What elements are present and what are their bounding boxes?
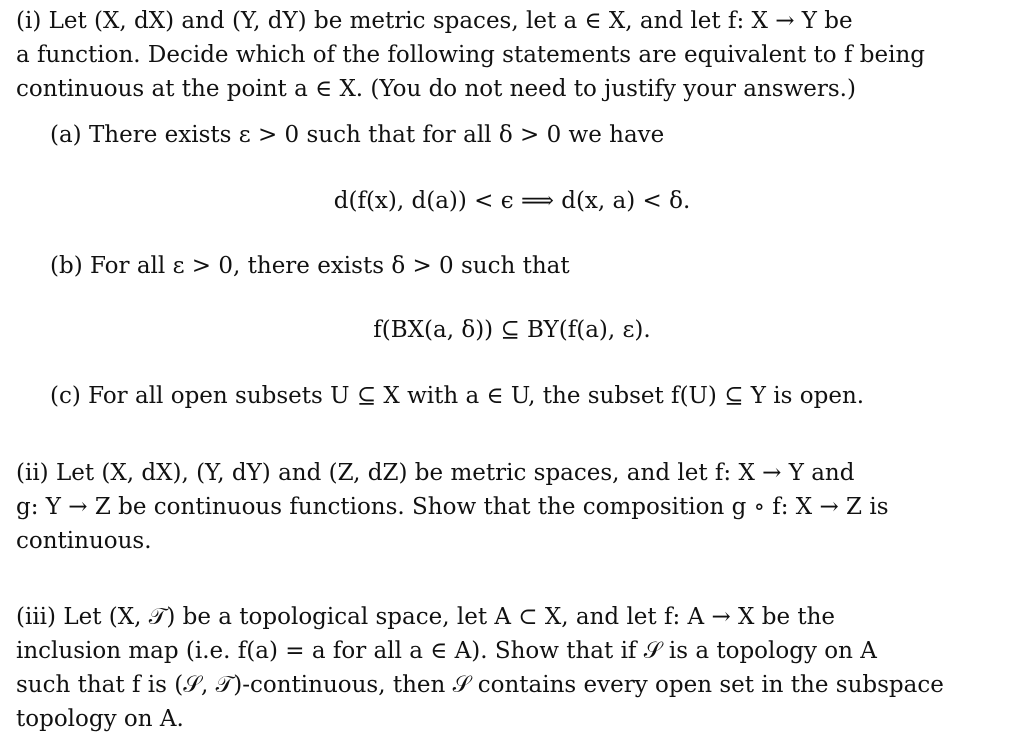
statement-c: (c) For all open subsets U ⊆ X with a ∈ U, the subset f(U) ⊆ Y is open. — [50, 383, 865, 409]
problem-ii-line-3: continuous. — [16, 528, 152, 554]
problem-ii — [16, 456, 986, 558]
statement-a: (a) There exists ε > 0 such that for all δ > 0 we have — [50, 122, 665, 148]
problem-i-line-1: (i) Let (X, dX) and (Y, dY) be metric spaces, let a ∈ X, and let f: X → Y be — [16, 8, 853, 34]
problem-ii-line-2: g: Y → Z be continuous functions. Show that the composition g ∘ f: X → Z is — [16, 494, 889, 520]
problem-i-line-3: continuous at the point a ∈ X. (You do not need to justify your answers.) — [16, 76, 856, 102]
problem-iii-line-2: inclusion map (i.e. f(a) = a for all a ∈ A). Show that if 𝒮 is a topology on A — [16, 638, 877, 664]
statement-a-formula: d(f(x), d(a)) < ϵ ⟹ d(x, a) < δ. — [333, 188, 691, 214]
problem-iii-line-1: (iii) Let (X, 𝒯) be a topological space, let A ⊂ X, and let f: A → X be the — [16, 604, 836, 630]
problem-iii — [16, 600, 986, 736]
statement-b-formula: f(BX(a, δ)) ⊆ BY(f(a), ε). — [373, 317, 651, 343]
problem-ii-line-1: (ii) Let (X, dX), (Y, dY) and (Z, dZ) be metric spaces, and let f: X → Y and — [16, 460, 855, 486]
problem-iii-line-4: topology on A. — [16, 706, 184, 732]
problem-i — [16, 4, 986, 106]
problem-iii-line-3: such that f is (𝒮, 𝒯)-continuous, then 𝒮 contains every open set in the subspace — [16, 672, 944, 698]
problem-i-line-2: a function. Decide which of the following statements are equivalent to f being — [16, 42, 926, 68]
statement-b: (b) For all ε > 0, there exists δ > 0 such that — [50, 253, 570, 279]
